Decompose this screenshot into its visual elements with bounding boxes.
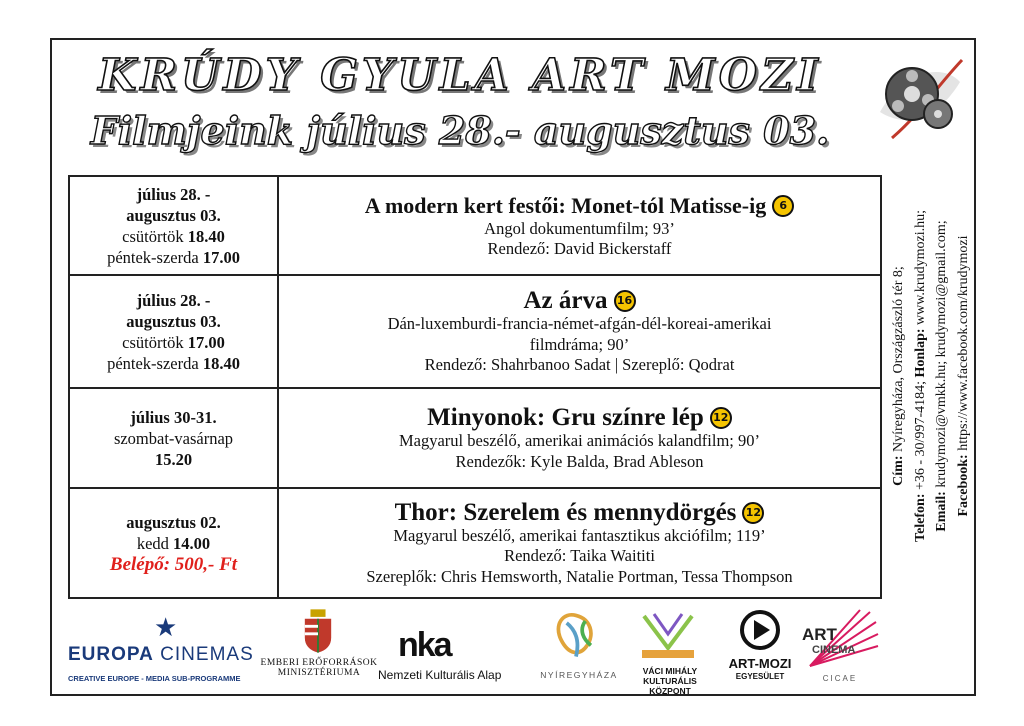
play-icon [740, 610, 780, 650]
table-row [69, 176, 881, 275]
vmkk-emblem-icon [638, 608, 698, 664]
film-cell [278, 488, 881, 598]
film-director: Rendező: Shahrbanoo Sadat | Szereplő: Qodrat [424, 355, 735, 375]
art-mozi-logo [720, 610, 800, 688]
logo-text: EGYESÜLET [735, 672, 785, 681]
date-text: augusztus 03. [126, 311, 221, 331]
logo-text: VÁCI MIHÁLY [642, 666, 698, 676]
film-director: Rendező: David Bickerstaff [487, 239, 672, 258]
logo-text: CINEMA [812, 644, 856, 656]
film-description: Angol dokumentumfilm; 93’ [484, 218, 675, 238]
film-description: filmdráma; 90’ [529, 334, 630, 354]
showtime: 15.20 [154, 449, 193, 469]
age-rating-badge: 6 [772, 195, 794, 217]
date-text: augusztus 02. [126, 512, 221, 532]
program-table [68, 175, 882, 599]
date-text: július 28. - [136, 184, 211, 204]
contact-line: Email: krudymozi@vmkk.hu; krudymozi@gmail.com; [934, 220, 949, 532]
date-cell [69, 388, 278, 488]
logo-text: EUROPA [68, 644, 154, 665]
contact-info [888, 156, 974, 596]
film-title: A modern kert festői: Monet-tól Matisse-ig 6 [285, 192, 874, 219]
date-text: július 28. - [136, 290, 211, 310]
showtime: péntek-szerda 17.00 [107, 247, 240, 267]
age-rating-badge: 12 [710, 407, 732, 429]
date-cell [69, 275, 278, 388]
city-emblem-icon [548, 608, 604, 664]
film-title: Az árva 16 [285, 287, 874, 314]
film-description: Dán-luxemburdi-francia-német-afgán-dél-koreai-amerikai [387, 314, 772, 334]
ticket-price: Belépő: 500,- Ft [109, 553, 238, 575]
logo-text: EMBERI ERŐFORRÁSOK [260, 658, 378, 668]
contact-line: Cím: Nyíregyháza, Országzászló tér 8; [891, 266, 906, 486]
date-cell [69, 176, 278, 275]
film-description: Magyarul beszélő, amerikai animációs kalandfilm; 90’ [398, 431, 761, 450]
logo-text: MINISZTÉRIUMA [277, 668, 361, 678]
age-rating-badge: 16 [614, 290, 636, 312]
star-icon: ★ [154, 612, 178, 642]
film-description: Magyarul beszélő, amerikai fantasztikus akciófilm; 119’ [393, 525, 766, 545]
cicae-logo [800, 608, 880, 690]
logo-mark: nka [398, 626, 451, 664]
showtime: péntek-szerda 18.40 [107, 353, 240, 373]
table-row [69, 275, 881, 388]
date-cell [69, 488, 278, 598]
logo-text: ART [802, 625, 837, 644]
film-director: Rendezők: Kyle Balda, Brad Ableson [455, 451, 704, 471]
program-subtitle: Filmjeink július 28.- augusztus 03. [90, 108, 830, 153]
film-cell [278, 176, 881, 275]
vaci-mihaly-logo [622, 608, 718, 696]
date-text: július 30-31. [130, 407, 217, 427]
logo-text: ART-MOZI [728, 656, 792, 671]
nka-logo [378, 628, 546, 688]
contact-line: Telefon: +36 - 30/997-4184; Honlap: www.krudymozi.hu; [912, 210, 928, 542]
showtime: szombat-vasárnap [113, 428, 234, 448]
table-row [69, 388, 881, 488]
film-cell [278, 275, 881, 388]
contact-line: Facebook: https://www.facebook.com/krudymozi [955, 235, 971, 517]
coat-of-arms-icon [302, 608, 334, 654]
showtime: kedd 14.00 [136, 533, 211, 553]
film-reel-icon [872, 52, 964, 142]
logo-text: Nemzeti Kulturális Alap [378, 668, 502, 682]
showtime: csütörtök 18.40 [122, 226, 225, 246]
logo-text: CINEMAS [160, 644, 254, 665]
film-director: Rendező: Taika Waititi [504, 546, 655, 566]
logo-text: NYÍREGYHÁZA [540, 670, 618, 680]
table-row [69, 488, 881, 598]
logo-text: CREATIVE EUROPE - MEDIA SUB-PROGRAMME [68, 674, 241, 683]
date-text: augusztus 03. [126, 205, 221, 225]
nyiregyhaza-logo [538, 608, 620, 688]
age-rating-badge: 12 [742, 502, 764, 524]
showtime: csütörtök 17.00 [122, 332, 225, 352]
ministry-logo [260, 608, 378, 690]
film-title: Thor: Szerelem és mennydörgés 12 [285, 499, 874, 526]
film-cast: Szereplők: Chris Hemsworth, Natalie Portman, Tessa Thompson [366, 566, 793, 586]
sponsor-logos [60, 606, 890, 694]
film-title: Minyonok: Gru színre lép 12 [285, 404, 874, 431]
europa-cinemas-logo [68, 614, 260, 684]
film-cell [278, 388, 881, 488]
logo-text: CICAE [822, 674, 858, 683]
logo-text: KULTURÁLIS KÖZPONT [643, 676, 697, 696]
cinema-title: KRÚDY GYULA ART MOZI [98, 50, 822, 101]
